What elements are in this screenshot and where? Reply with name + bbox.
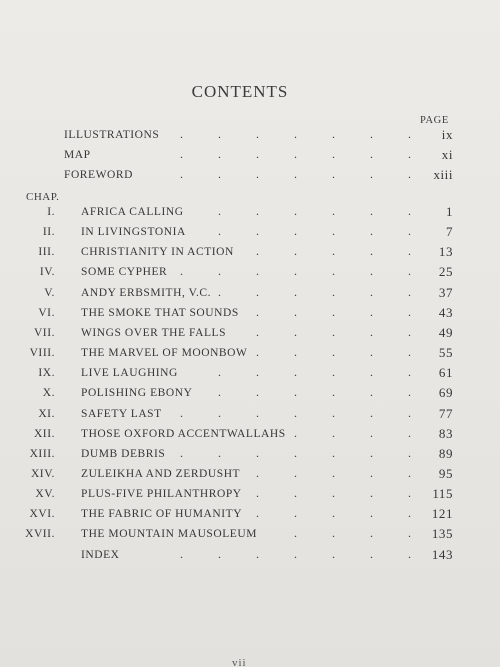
entry-title: POLISHING EBONY <box>81 387 193 400</box>
leader-dot: . <box>256 127 260 141</box>
leader-dot: . <box>218 546 222 561</box>
dot-leaders <box>180 425 420 443</box>
page-number: 89 <box>438 445 453 461</box>
chapter-number: XVII. <box>25 528 55 541</box>
entry-title: THE MARVEL OF MOONBOW <box>81 347 248 360</box>
leader-dot: . <box>370 546 374 561</box>
dot-leaders <box>180 384 420 402</box>
leader-dot: . <box>370 324 374 339</box>
page-number: xi <box>441 147 453 163</box>
leader-dot: . <box>180 445 184 460</box>
dot-leaders <box>180 546 420 564</box>
page-number: 83 <box>438 425 453 441</box>
leader-dot: . <box>294 204 298 218</box>
leader-dot: . <box>294 385 298 400</box>
leader-dot: . <box>256 345 260 360</box>
entry-title: CHRISTIANITY IN ACTION <box>81 246 234 259</box>
leader-dot: . <box>370 264 374 279</box>
toc-entry[interactable] <box>0 324 480 342</box>
leader-dot: . <box>256 365 260 380</box>
leader-dot: . <box>256 284 260 299</box>
leader-dot: . <box>218 365 222 380</box>
leader-dot: . <box>294 324 298 339</box>
page-number: xiii <box>433 167 453 183</box>
page-number: 49 <box>438 324 453 340</box>
leader-dot: . <box>180 546 184 561</box>
leader-dot: . <box>294 405 298 420</box>
entry-title: MAP <box>64 149 91 162</box>
toc-entry[interactable] <box>0 263 480 281</box>
page-number: 135 <box>431 526 453 542</box>
leader-dot: . <box>294 425 298 440</box>
leader-dot: . <box>408 167 412 182</box>
leader-dot: . <box>370 365 374 380</box>
toc-entry[interactable] <box>0 465 480 483</box>
page-number: 77 <box>438 405 453 421</box>
page-number: 95 <box>438 465 453 481</box>
leader-dot: . <box>370 405 374 420</box>
leader-dot: . <box>408 284 412 299</box>
entry-title: IN LIVINGSTONIA <box>81 226 186 239</box>
entry-title: DUMB DEBRIS <box>81 447 166 460</box>
chapter-number: V. <box>44 286 55 299</box>
leader-dot: . <box>256 304 260 319</box>
chapter-number: VI. <box>38 306 55 319</box>
page-number: 37 <box>438 284 453 300</box>
dot-leaders <box>180 364 420 382</box>
page-number: 1 <box>445 204 453 219</box>
entry-title: THOSE OXFORD ACCENTWALLAHS <box>81 427 286 440</box>
page-number: 61 <box>438 365 453 381</box>
leader-dot: . <box>408 486 412 501</box>
dot-leaders <box>180 304 420 322</box>
leader-dot: . <box>408 385 412 400</box>
toc-entry[interactable] <box>0 546 480 564</box>
chapter-number: XIV. <box>30 467 55 480</box>
toc-entry[interactable] <box>0 284 480 302</box>
leader-dot: . <box>408 304 412 319</box>
toc-entry[interactable] <box>0 166 480 184</box>
leader-dot: . <box>180 405 184 420</box>
toc-entry[interactable] <box>0 405 480 423</box>
leader-dot: . <box>408 224 412 239</box>
leader-dot: . <box>294 167 298 182</box>
entry-title: ZULEIKHA AND ZERDUSHT <box>81 467 241 480</box>
toc-entry[interactable] <box>0 243 480 261</box>
leader-dot: . <box>408 526 412 541</box>
leader-dot: . <box>408 365 412 380</box>
dot-leaders <box>180 505 420 523</box>
dot-leaders <box>180 405 420 423</box>
toc-entry[interactable] <box>0 203 480 221</box>
leader-dot: . <box>370 204 374 218</box>
leader-dot: . <box>294 486 298 501</box>
leader-dot: . <box>294 304 298 319</box>
leader-dot: . <box>294 345 298 360</box>
leader-dot: . <box>370 345 374 360</box>
leader-dot: . <box>256 506 260 521</box>
leader-dot: . <box>370 147 374 162</box>
entry-title: ANDY ERBSMITH, V.C. <box>81 286 212 299</box>
dot-leaders <box>180 263 420 281</box>
leader-dot: . <box>180 167 184 182</box>
leader-dot: . <box>218 167 222 182</box>
leader-dot: . <box>256 385 260 400</box>
entry-title: THE MOUNTAIN MAUSOLEUM <box>81 528 258 541</box>
leader-dot: . <box>370 465 374 480</box>
leader-dot: . <box>332 546 336 561</box>
entry-title: AFRICA CALLING <box>81 206 184 218</box>
leader-dot: . <box>370 385 374 400</box>
page-title: CONTENTS <box>191 82 289 101</box>
leader-dot: . <box>256 445 260 460</box>
toc-entry[interactable] <box>0 304 480 322</box>
chapter-number: XIII. <box>29 447 55 460</box>
leader-dot: . <box>294 224 298 239</box>
page-folio: vii <box>232 657 247 667</box>
chapter-number: XII. <box>33 427 55 440</box>
toc-entry[interactable] <box>0 525 480 543</box>
toc-entry[interactable] <box>0 146 480 164</box>
leader-dot: . <box>294 244 298 259</box>
leader-dot: . <box>408 465 412 480</box>
dot-leaders <box>180 445 420 463</box>
entry-title: WINGS OVER THE FALLS <box>81 326 227 339</box>
leader-dot: . <box>370 284 374 299</box>
leader-dot: . <box>256 486 260 501</box>
leader-dot: . <box>332 465 336 480</box>
toc-entry[interactable] <box>0 344 480 362</box>
leader-dot: . <box>256 167 260 182</box>
toc-entry[interactable] <box>0 425 480 443</box>
leader-dot: . <box>256 465 260 480</box>
chapter-number: IX. <box>38 367 55 380</box>
dot-leaders <box>180 525 420 543</box>
leader-dot: . <box>408 445 412 460</box>
dot-leaders <box>180 126 420 144</box>
dot-leaders <box>180 485 420 503</box>
chapter-column-header: CHAP. <box>26 191 60 203</box>
page-number: 69 <box>438 385 453 401</box>
leader-dot: . <box>370 127 374 141</box>
leader-dot: . <box>332 445 336 460</box>
leader-dot: . <box>256 204 260 218</box>
leader-dot: . <box>332 526 336 541</box>
leader-dot: . <box>408 147 412 162</box>
chapter-number: VII. <box>33 326 55 339</box>
leader-dot: . <box>294 506 298 521</box>
page-number: 13 <box>438 244 453 260</box>
leader-dot: . <box>370 244 374 259</box>
dot-leaders <box>180 166 420 184</box>
leader-dot: . <box>408 405 412 420</box>
chapter-number: II. <box>42 226 55 239</box>
chapter-number: III. <box>38 246 55 259</box>
page-number: 25 <box>438 264 453 280</box>
leader-dot: . <box>332 345 336 360</box>
leader-dot: . <box>218 405 222 420</box>
leader-dot: . <box>370 445 374 460</box>
toc-entry[interactable] <box>0 485 480 503</box>
leader-dot: . <box>370 486 374 501</box>
leader-dot: . <box>218 224 222 239</box>
dot-leaders <box>180 324 420 342</box>
toc-entry[interactable] <box>0 126 480 144</box>
leader-dot: . <box>180 264 184 279</box>
leader-dot: . <box>294 445 298 460</box>
entry-title: ILLUSTRATIONS <box>64 129 160 141</box>
leader-dot: . <box>256 324 260 339</box>
leader-dot: . <box>370 506 374 521</box>
entry-title: FOREWORD <box>64 169 133 182</box>
leader-dot: . <box>332 324 336 339</box>
leader-dot: . <box>294 284 298 299</box>
page-number: 55 <box>438 345 453 361</box>
leader-dot: . <box>256 405 260 420</box>
leader-dot: . <box>408 127 412 141</box>
leader-dot: . <box>332 167 336 182</box>
entry-title: INDEX <box>81 548 120 561</box>
toc-entry[interactable] <box>0 364 480 382</box>
leader-dot: . <box>294 465 298 480</box>
page-number: 7 <box>445 224 453 240</box>
leader-dot: . <box>218 147 222 162</box>
leader-dot: . <box>332 506 336 521</box>
leader-dot: . <box>408 324 412 339</box>
leader-dot: . <box>218 264 222 279</box>
leader-dot: . <box>180 147 184 162</box>
entry-title: SOME CYPHER <box>81 266 168 279</box>
entry-title: THE SMOKE THAT SOUNDS <box>81 306 239 319</box>
leader-dot: . <box>408 506 412 521</box>
dot-leaders <box>180 203 420 221</box>
leader-dot: . <box>294 147 298 162</box>
leader-dot: . <box>332 405 336 420</box>
leader-dot: . <box>408 204 412 218</box>
toc-entry[interactable] <box>0 505 480 523</box>
entry-title: LIVE LAUGHING <box>81 367 178 380</box>
leader-dot: . <box>370 167 374 182</box>
leader-dot: . <box>332 486 336 501</box>
leader-dot: . <box>218 284 222 299</box>
leader-dot: . <box>332 425 336 440</box>
leader-dot: . <box>218 127 222 141</box>
page-number: 115 <box>432 486 453 502</box>
leader-dot: . <box>408 345 412 360</box>
leader-dot: . <box>256 224 260 239</box>
leader-dot: . <box>332 127 336 141</box>
leader-dot: . <box>332 385 336 400</box>
dot-leaders <box>180 223 420 241</box>
leader-dot: . <box>370 425 374 440</box>
page-number: 143 <box>431 546 453 562</box>
leader-dot: . <box>218 385 222 400</box>
leader-dot: . <box>332 304 336 319</box>
page-number: ix <box>441 127 453 142</box>
toc-entry[interactable] <box>0 223 480 241</box>
entry-title: THE FABRIC OF HUMANITY <box>81 508 243 521</box>
chapter-number: I. <box>47 206 55 218</box>
leader-dot: . <box>332 244 336 259</box>
leader-dot: . <box>332 365 336 380</box>
entry-title: PLUS-FIVE PHILANTHROPY <box>81 488 242 501</box>
dot-leaders <box>180 284 420 302</box>
leader-dot: . <box>256 546 260 561</box>
chapter-number: VIII. <box>29 347 55 360</box>
dot-leaders <box>180 344 420 362</box>
leader-dot: . <box>218 204 222 218</box>
leader-dot: . <box>294 546 298 561</box>
leader-dot: . <box>332 264 336 279</box>
leader-dot: . <box>256 244 260 259</box>
leader-dot: . <box>180 127 184 141</box>
leader-dot: . <box>294 526 298 541</box>
page-number: 43 <box>438 304 453 320</box>
leader-dot: . <box>294 127 298 141</box>
chapter-number: X. <box>42 387 55 400</box>
leader-dot: . <box>408 244 412 259</box>
toc-entry[interactable] <box>0 445 480 463</box>
leader-dot: . <box>256 264 260 279</box>
leader-dot: . <box>332 147 336 162</box>
leader-dot: . <box>218 445 222 460</box>
entry-title: SAFETY LAST <box>81 407 162 420</box>
dot-leaders <box>180 465 420 483</box>
leader-dot: . <box>294 264 298 279</box>
dot-leaders <box>180 146 420 164</box>
page-number: 121 <box>431 506 453 522</box>
leader-dot: . <box>408 546 412 561</box>
chapter-number: XVI. <box>29 508 55 521</box>
leader-dot: . <box>332 204 336 218</box>
chapter-number: XI. <box>38 407 55 420</box>
leader-dot: . <box>332 284 336 299</box>
leader-dot: . <box>332 224 336 239</box>
leader-dot: . <box>370 224 374 239</box>
leader-dot: . <box>370 526 374 541</box>
page-column-header: PAGE <box>420 115 449 126</box>
leader-dot: . <box>256 147 260 162</box>
chapter-number: IV. <box>39 266 55 279</box>
toc-entry[interactable] <box>0 384 480 402</box>
leader-dot: . <box>408 425 412 440</box>
leader-dot: . <box>408 264 412 279</box>
chapter-number: XV. <box>35 488 55 501</box>
leader-dot: . <box>370 304 374 319</box>
leader-dot: . <box>294 365 298 380</box>
dot-leaders <box>180 243 420 261</box>
